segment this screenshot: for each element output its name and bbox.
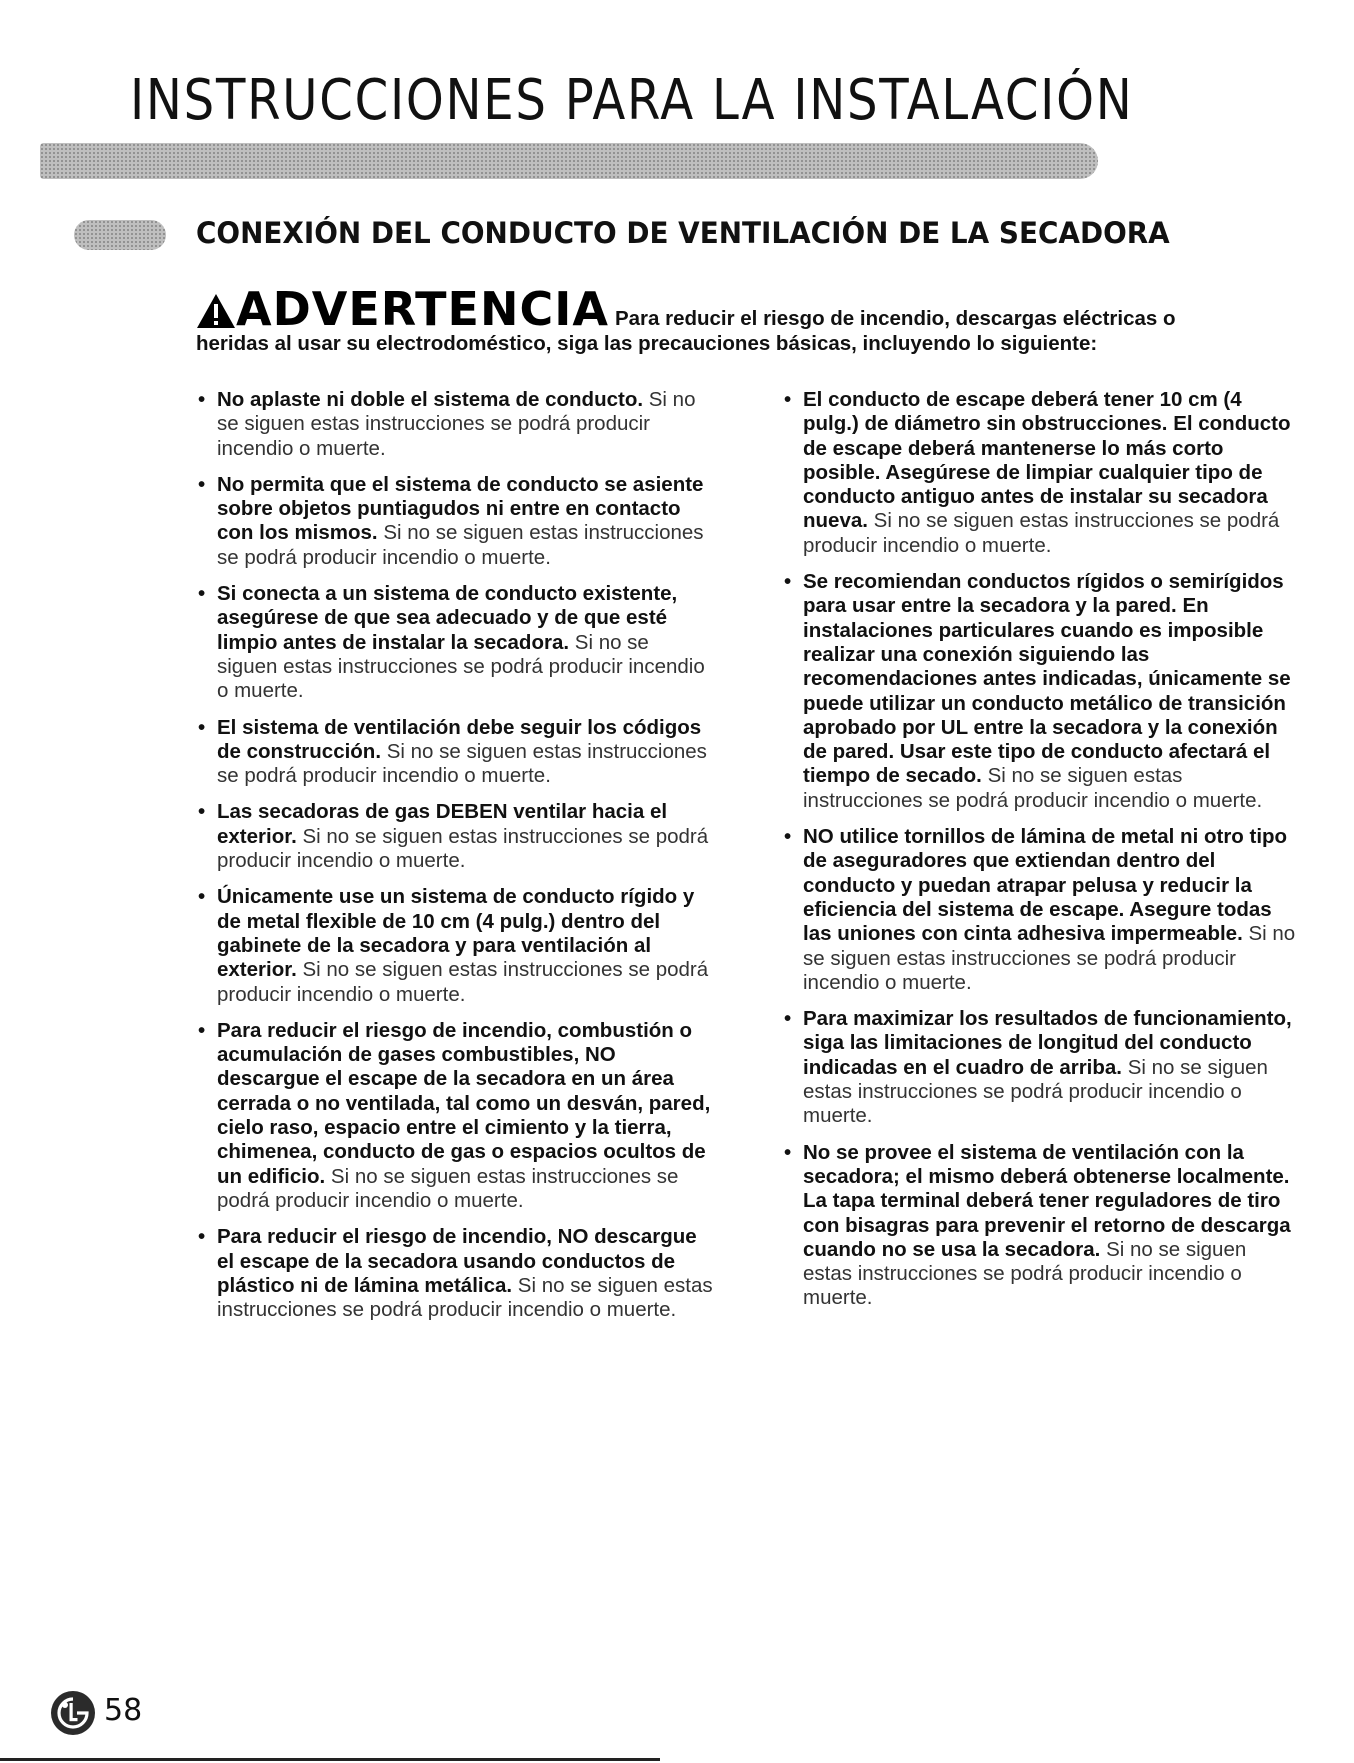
list-item xyxy=(198,1225,713,1322)
item-bold: NO utilice tornillos de lámina de metal ni otro tipo de aseguradores que extiendan dentro del conducto y puedan atrapar pelusa y reducir la eficiencia del sistema de escape. Asegure todas las uniones con cinta adhesiva impermeable. xyxy=(803,825,1288,946)
item-text: Si no se siguen estas instrucciones se podrá producir incendio o muerte. xyxy=(803,764,1263,812)
bullet: • xyxy=(198,582,206,606)
left-column xyxy=(198,388,713,1334)
bullet: • xyxy=(198,388,206,411)
bottom-rule xyxy=(0,1758,660,1761)
list-item xyxy=(198,1019,713,1213)
lg-logo-icon xyxy=(50,1690,96,1741)
warning-intro-line2: heridas al usar su electrodoméstico, siga las precauciones básicas, incluyendo lo siguiente: xyxy=(196,332,1098,355)
right-column xyxy=(784,388,1299,1323)
list-item xyxy=(198,388,713,461)
list-item xyxy=(784,825,1299,995)
item-bold: El conducto de escape deberá tener 10 cm (4 pulg.) de diámetro sin obstrucciones. El conducto de escape deberá mantenerse lo más corto posible. Asegúrese de limpiar cualquier tipo de conducto antiguo antes de instalar su secadora nueva. xyxy=(803,388,1291,533)
list-item xyxy=(198,800,713,873)
bullet: • xyxy=(784,1140,792,1164)
list-item xyxy=(784,1007,1299,1128)
bullet: • xyxy=(784,825,792,849)
item-bold: Si conecta a un sistema de conducto existente, asegúrese de que sea adecuado y de que esté limpio antes de instalar la secadora. xyxy=(217,582,678,654)
bullet: • xyxy=(198,800,206,824)
item-text: Si no se siguen estas instrucciones se podrá producir incendio o muerte. xyxy=(217,739,707,788)
bullet: • xyxy=(198,1225,206,1249)
item-bold: No aplaste ni doble el sistema de conducto. xyxy=(217,388,644,411)
bullet: • xyxy=(198,472,206,496)
warning-line xyxy=(196,282,1276,336)
title-underline-bar xyxy=(40,143,1098,179)
item-bold: No se provee el sistema de ventilación con la secadora; el mismo deberá obtenerse localmente. La tapa terminal deberá tener reguladores de tiro con bisagras para prevenir el retorno de descarga cuando no se usa la secadora. xyxy=(803,1140,1291,1261)
item-text: Si no se siguen estas instrucciones se podrá producir incendio o muerte. xyxy=(217,1273,713,1322)
bullet: • xyxy=(784,570,792,594)
warning-intro-line1: Para reducir el riesgo de incendio, descargas eléctricas o xyxy=(614,307,1176,330)
page-number: 58 xyxy=(104,1693,143,1728)
item-bold: Para reducir el riesgo de incendio, NO descargue el escape de la secadora usando conductos de plástico ni de lámina metálica. xyxy=(217,1225,697,1297)
item-bold: No permita que el sistema de conducto se asiente sobre objetos puntiagudos ni entre en contacto con los mismos. xyxy=(217,472,704,545)
bullet: • xyxy=(198,715,206,739)
bullet: • xyxy=(198,1018,206,1042)
list-item xyxy=(784,1141,1299,1311)
item-text: Si no se siguen estas instrucciones se podrá producir incendio o muerte. xyxy=(217,958,709,1006)
section-heading: CONEXIÓN DEL CONDUCTO DE VENTILACIÓN DE LA SECADORA xyxy=(196,216,1170,250)
warning-word: ADVERTENCIA xyxy=(236,282,609,336)
list-item xyxy=(198,582,713,703)
item-bold: El sistema de ventilación debe seguir los códigos de construcción. xyxy=(217,715,702,763)
item-text: Si no se siguen estas instrucciones se podrá producir incendio o muerte. xyxy=(217,521,704,569)
item-text: Si no se siguen estas instrucciones se podrá producir incendio o muerte. xyxy=(217,388,696,460)
list-item xyxy=(198,473,713,570)
warning-block xyxy=(196,282,1276,356)
item-text: Si no se siguen estas instrucciones se podrá producir incendio o muerte. xyxy=(803,1237,1247,1310)
bullet: • xyxy=(784,388,792,411)
bullet: • xyxy=(198,885,206,909)
bullet: • xyxy=(784,1007,792,1031)
list-item xyxy=(198,716,713,789)
list-item xyxy=(784,388,1299,558)
item-text: Si no se siguen estas instrucciones se podrá producir incendio o muerte. xyxy=(217,630,705,703)
item-bold: Únicamente use un sistema de conducto rígido y de metal flexible de 10 cm (4 pulg.) dentro del gabinete de la secadora y para ventilación al exterior. xyxy=(217,885,695,982)
item-text: Si no se siguen estas instrucciones se podrá producir incendio o muerte. xyxy=(217,824,709,873)
page-title: INSTRUCCIONES PARA LA INSTALACIÓN xyxy=(130,68,1134,133)
item-bold: Se recomiendan conductos rígidos o semirígidos para usar entre la secadora y la pared. En instalaciones particulares cuando es imposible realizar una conexión siguiendo las recomendaciones antes indicadas, únicamente se puede utilizar un conducto metálico de transición aprobado por UL entre la secadora y la conexión de pared. Usar este tipo de conducto afectará el tiempo de secado. xyxy=(803,570,1291,788)
item-bold: Para maximizar los resultados de funcionamiento, siga las limitaciones de longitud del conducto indicadas en el cuadro de arriba. xyxy=(803,1007,1292,1079)
warning-triangle-icon xyxy=(196,293,236,334)
item-text: Si no se siguen estas instrucciones se podrá producir incendio o muerte. xyxy=(217,1164,679,1212)
section-bullet-bar xyxy=(74,220,166,250)
list-item xyxy=(784,570,1299,813)
list-item xyxy=(198,885,713,1006)
item-text: Si no se siguen estas instrucciones se podrá producir incendio o muerte. xyxy=(803,922,1296,994)
item-text: Si no se siguen estas instrucciones se podrá producir incendio o muerte. xyxy=(803,509,1280,557)
item-text: Si no se siguen estas instrucciones se podrá producir incendio o muerte. xyxy=(803,1055,1268,1128)
item-bold: Las secadoras de gas DEBEN ventilar hacia el exterior. xyxy=(217,800,668,848)
item-bold: Para reducir el riesgo de incendio, combustión o acumulación de gases combustibles, NO descargue el escape de la secadora en un área cerrada o no ventilada, tal como un desván, pared, cielo raso, espacio entre el cimiento y la tierra, chimenea, conducto de gas o espacios ocultos de un edificio. xyxy=(217,1018,711,1188)
